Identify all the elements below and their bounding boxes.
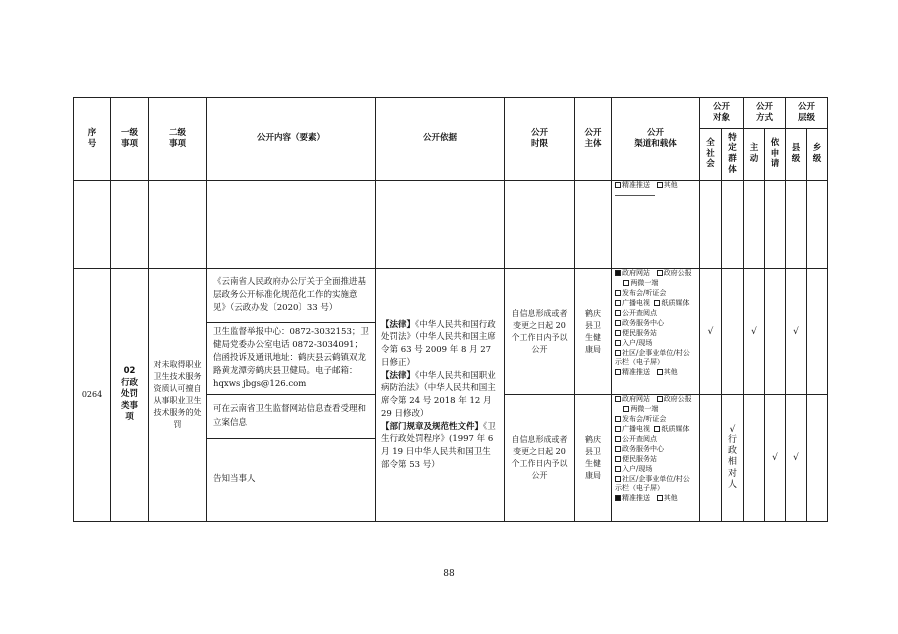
row-b-method-active [744, 395, 765, 522]
checkbox-icon [615, 290, 621, 296]
row-subject-a: 鹤庆县卫生健康局 [575, 269, 612, 395]
row-a-target-specific [722, 269, 744, 395]
checkbox-icon [623, 406, 629, 412]
row-a-tier-town [807, 269, 828, 395]
checkbox-icon [615, 396, 621, 402]
checkbox-checked-icon [615, 270, 621, 276]
checkbox-icon [657, 369, 663, 375]
checkbox-icon [657, 495, 663, 501]
checkbox-icon [615, 340, 621, 346]
row-channel-a: 政府网站 政府公报 两微一端 发布会/听证会 广播电视 纸质媒体 公开查阅点 政务服务中心 便民服务站 入户/现场 社区/企事业单位/村公示栏（电子屏） 精准推送 其他 [612, 269, 700, 395]
checkbox-icon [615, 300, 621, 306]
header-target-specific: 特定群体 [722, 129, 744, 181]
prev-target-all [700, 181, 722, 269]
row-basis: 【法律】《中华人民共和国行政处罚法》（中华人民共和国主席令第 63 号 2009 年 8 月 27 日修正） 【法律】《中华人民共和国职业病防治法》（中华人民共和国主席令第 24 号 2018 年 12 月 29 日修改） 【部门规章及规范性文件】《卫生行政处罚程序》(1997 年 6 月 19 日中华人民共和国卫生部令第 53 号） [376, 269, 505, 522]
prev-basis-cell [376, 181, 505, 269]
prev-target-specific [722, 181, 744, 269]
header-period: 公开 时限 [505, 98, 575, 181]
table-row [74, 269, 828, 323]
row-channel-b: 政府网站 政府公报 两微一端 发布会/听证会 广播电视 纸质媒体 公开查阅点 政务服务中心 便民服务站 入户/现场 社区/企事业单位/村公示栏（电子屏） 精准推送 其他 [612, 395, 700, 522]
row-b-tier-county: √ [786, 395, 807, 522]
prev-tier-county [786, 181, 807, 269]
row-content-3: 可在云南省卫生监督网站信息查看受理和立案信息 [207, 395, 376, 439]
checkbox-icon [657, 182, 663, 188]
checkbox-icon [615, 436, 621, 442]
prev-period-cell [505, 181, 575, 269]
prev-level1-cell [111, 181, 149, 269]
row-subject-b: 鹤庆县卫生健康局 [575, 395, 612, 522]
checkbox-icon [615, 369, 621, 375]
checkbox-icon [615, 446, 621, 452]
prev-tier-town [807, 181, 828, 269]
prev-method-request [765, 181, 786, 269]
prev-channel-cell: 精准推送 其他 [612, 181, 700, 269]
prev-content-cell [207, 181, 376, 269]
checkbox-icon [654, 300, 660, 306]
header-basis: 公开依据 [376, 98, 505, 181]
row-b-method-request: √ [765, 395, 786, 522]
header-channel: 公开 渠道和载体 [612, 98, 700, 181]
checkbox-icon [657, 396, 663, 402]
row-a-tier-county: √ [786, 269, 807, 395]
row-a-target-all: √ [700, 269, 722, 395]
row-content-4: 告知当事人 [207, 439, 376, 522]
checkbox-icon [615, 426, 621, 432]
checkbox-icon [615, 456, 621, 462]
checkbox-icon [657, 270, 663, 276]
header-level2: 二级事项 [149, 98, 207, 181]
table-row [74, 181, 828, 269]
page-number: 88 [443, 569, 455, 579]
header-subject: 公开 主体 [575, 98, 612, 181]
checkbox-icon [623, 280, 629, 286]
prev-method-active [744, 181, 765, 269]
row-a-method-request [765, 269, 786, 395]
row-b-tier-town [807, 395, 828, 522]
header-method: 公开方式 [744, 98, 786, 129]
header-tier: 公开层级 [786, 98, 828, 129]
header-tier-county: 县级 [786, 129, 807, 181]
prev-seq-cell [74, 181, 111, 269]
checkbox-icon [615, 330, 621, 336]
header-level1: 一级事项 [111, 98, 149, 181]
header-seq: 序号 [74, 98, 111, 181]
row-period-b: 自信息形成或者变更之日起 20 个工作日内予以公开 [505, 395, 575, 522]
underline-rule [615, 195, 655, 196]
row-seq: 0264 [74, 269, 111, 522]
header-content: 公开内容（要素） [207, 98, 376, 181]
checkbox-icon [615, 320, 621, 326]
header-target-all: 全社会 [700, 129, 722, 181]
checkbox-icon [615, 416, 621, 422]
prev-level2-cell [149, 181, 207, 269]
row-b-target-specific: √ 行政相对人 [722, 395, 744, 522]
header-method-active: 主动 [744, 129, 765, 181]
row-content-2: 卫生监督举报中心：0872-3032153；卫健局党委办公室电话 0872-3034091；信函投诉及通讯地址：鹤庆县云鹤镇双龙路黄龙潭旁鹤庆县卫健局。电子邮箱：hqxws jbgs@126.com [207, 323, 376, 395]
row-level2: 对未取得职业卫生技术服务资质认可擅自从事职业卫生技术服务的处罚 [149, 269, 207, 522]
disclosure-table [73, 97, 828, 522]
row-content-1: 《云南省人民政府办公厅关于全面推进基层政务公开标准化规范化工作的实施意见》（云政办发〔2020〕33 号） [207, 269, 376, 323]
checkbox-icon [615, 182, 621, 188]
row-b-target-all [700, 395, 722, 522]
row-a-method-active: √ [744, 269, 765, 395]
header-tier-town: 乡级 [807, 129, 828, 181]
checkbox-icon [615, 310, 621, 316]
row-level1: 02 行政处罚类事项 [111, 269, 149, 522]
header-method-request: 依申请 [765, 129, 786, 181]
header-target: 公开对象 [700, 98, 744, 129]
checkbox-icon [615, 466, 621, 472]
checkbox-checked-icon [615, 495, 621, 501]
checkbox-icon [654, 426, 660, 432]
checkbox-icon [615, 476, 621, 482]
row-period-a: 自信息形成或者变更之日起 20 个工作日内予以公开 [505, 269, 575, 395]
checkbox-icon [615, 350, 621, 356]
prev-subject-cell [575, 181, 612, 269]
